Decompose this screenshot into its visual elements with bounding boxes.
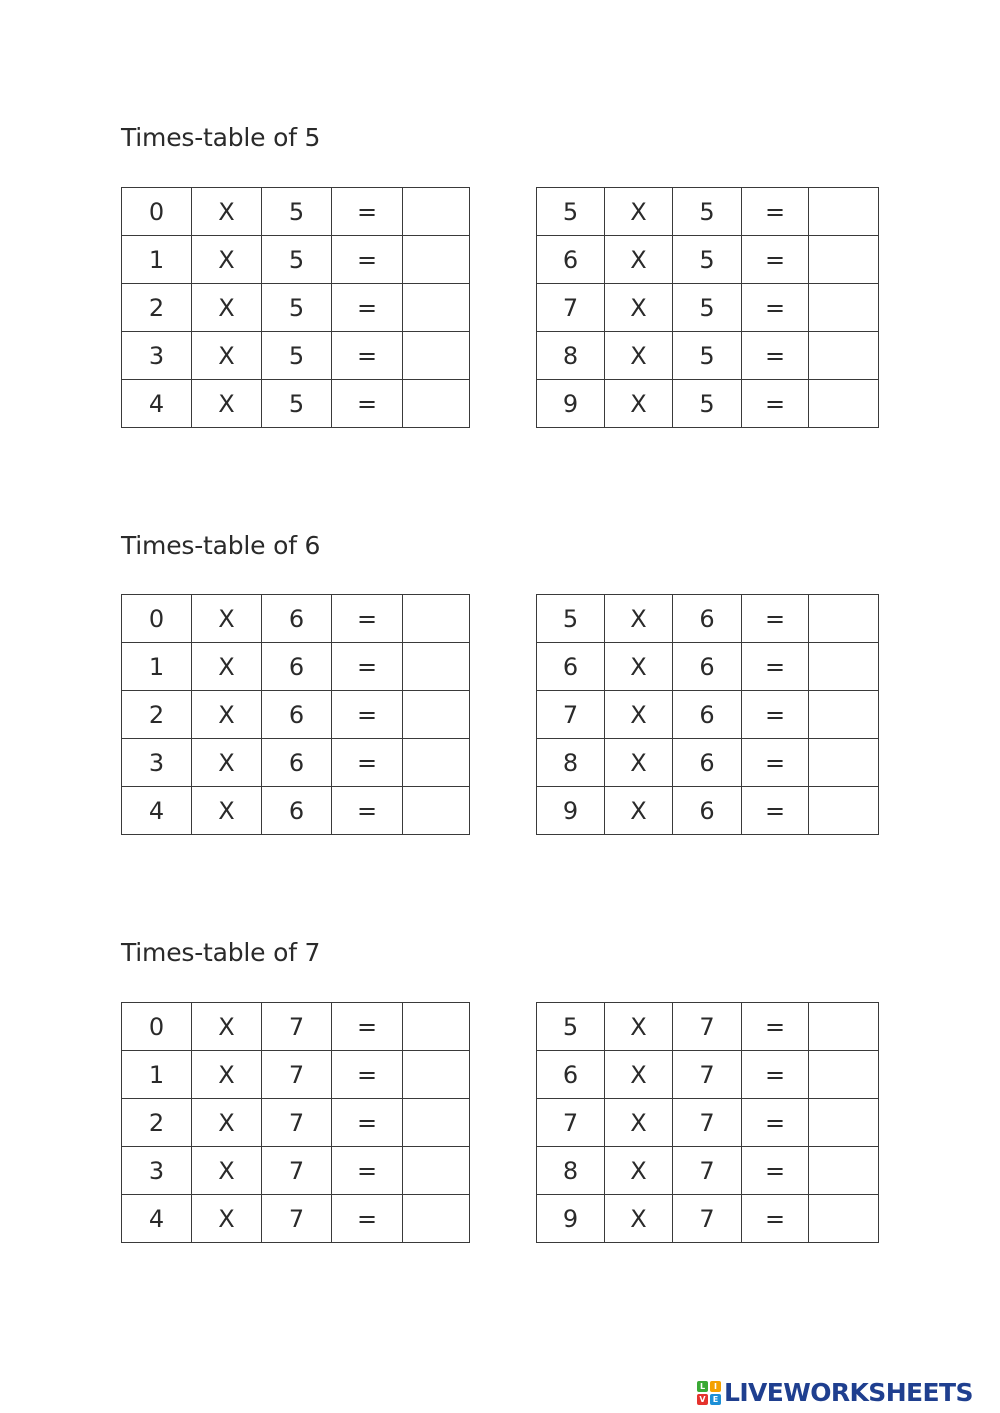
section-title: Times-table of 6 [121,531,321,560]
multiplicand-cell: 7 [673,1147,742,1195]
table-row [122,332,470,380]
equals-sign: = [742,1051,809,1099]
multiplicand-cell: 7 [262,1195,332,1243]
equals-sign: = [742,1099,809,1147]
times-sign: X [605,595,673,643]
answer-input[interactable] [403,1051,470,1099]
times-sign: X [605,1099,673,1147]
times-sign: X [192,236,262,284]
multiplicand-cell: 7 [262,1147,332,1195]
table-row [122,643,470,691]
equals-sign: = [332,1003,403,1051]
times-sign: X [192,595,262,643]
equals-sign: = [742,1147,809,1195]
times-sign: X [192,739,262,787]
table-row [537,332,879,380]
equals-sign: = [332,1147,403,1195]
multiplier-cell: 4 [122,787,192,835]
section-title: Times-table of 5 [121,123,321,152]
multiplier-cell: 7 [537,691,605,739]
equals-sign: = [742,284,809,332]
equals-sign: = [332,1099,403,1147]
answer-input[interactable] [809,787,879,835]
table-row [537,1051,879,1099]
answer-input[interactable] [809,1003,879,1051]
multiplier-cell: 1 [122,1051,192,1099]
table-row [122,1147,470,1195]
times-table-7-right [536,1002,879,1243]
multiplier-cell: 2 [122,1099,192,1147]
times-sign: X [192,1147,262,1195]
table-row [537,1147,879,1195]
multiplier-cell: 3 [122,332,192,380]
times-sign: X [192,787,262,835]
multiplier-cell: 6 [537,1051,605,1099]
table-row [122,380,470,428]
multiplicand-cell: 6 [673,739,742,787]
times-sign: X [605,1195,673,1243]
section-title: Times-table of 7 [121,938,321,967]
multiplicand-cell: 7 [262,1003,332,1051]
multiplier-cell: 7 [537,1099,605,1147]
multiplicand-cell: 6 [673,643,742,691]
multiplicand-cell: 5 [673,284,742,332]
multiplier-cell: 7 [537,284,605,332]
multiplicand-cell: 6 [262,787,332,835]
equals-sign: = [742,332,809,380]
multiplicand-cell: 6 [673,691,742,739]
times-table-7-left [121,1002,470,1243]
times-sign: X [605,643,673,691]
equals-sign: = [332,1051,403,1099]
equals-sign: = [742,595,809,643]
equals-sign: = [742,1003,809,1051]
multiplier-cell: 5 [537,595,605,643]
table-row [537,188,879,236]
multiplicand-cell: 5 [673,380,742,428]
times-sign: X [605,1003,673,1051]
table-row [122,1099,470,1147]
liveworksheets-logo[interactable] [697,1378,973,1408]
multiplier-cell: 5 [537,1003,605,1051]
multiplicand-cell: 7 [673,1099,742,1147]
multiplier-cell: 8 [537,1147,605,1195]
multiplier-cell: 9 [537,787,605,835]
answer-input[interactable] [809,643,879,691]
logo-blocks-icon [697,1381,721,1405]
times-table-6-right [536,594,879,835]
table-row [122,595,470,643]
multiplier-cell: 1 [122,236,192,284]
equals-sign: = [742,1195,809,1243]
multiplicand-cell: 5 [262,236,332,284]
multiplier-cell: 1 [122,643,192,691]
times-sign: X [605,787,673,835]
multiplier-cell: 0 [122,1003,192,1051]
multiplicand-cell: 7 [262,1051,332,1099]
multiplier-cell: 9 [537,380,605,428]
times-sign: X [192,188,262,236]
multiplier-cell: 5 [537,188,605,236]
table-row [122,739,470,787]
multiplicand-cell: 5 [673,332,742,380]
equals-sign: = [332,188,403,236]
equals-sign: = [332,595,403,643]
times-sign: X [192,691,262,739]
answer-input[interactable] [809,188,879,236]
table-row [537,643,879,691]
equals-sign: = [332,739,403,787]
table-row [537,1099,879,1147]
multiplier-cell: 6 [537,236,605,284]
multiplicand-cell: 6 [262,643,332,691]
table-row [122,787,470,835]
logo-block: L [697,1381,708,1392]
table-row [537,380,879,428]
answer-input[interactable] [809,1099,879,1147]
equals-sign: = [742,236,809,284]
equals-sign: = [332,380,403,428]
times-sign: X [192,1195,262,1243]
times-sign: X [192,1003,262,1051]
answer-input[interactable] [403,188,470,236]
answer-input[interactable] [809,380,879,428]
times-table-6-left [121,594,470,835]
equals-sign: = [742,739,809,787]
brand-name: LIVEWORKSHEETS [724,1378,973,1407]
multiplicand-cell: 6 [673,595,742,643]
table-row [122,236,470,284]
equals-sign: = [742,380,809,428]
table-row [537,787,879,835]
table-row [537,284,879,332]
equals-sign: = [332,691,403,739]
logo-block: V [697,1394,708,1405]
table-row [122,284,470,332]
multiplier-cell: 3 [122,1147,192,1195]
multiplier-cell: 8 [537,739,605,787]
equals-sign: = [332,236,403,284]
answer-input[interactable] [809,332,879,380]
times-sign: X [605,1147,673,1195]
table-row [537,1003,879,1051]
times-sign: X [605,380,673,428]
table-row [122,1003,470,1051]
times-sign: X [605,691,673,739]
table-row [122,691,470,739]
times-sign: X [192,380,262,428]
equals-sign: = [332,332,403,380]
equals-sign: = [742,691,809,739]
table-row [537,691,879,739]
multiplicand-cell: 6 [262,595,332,643]
times-sign: X [605,284,673,332]
multiplier-cell: 0 [122,188,192,236]
answer-input[interactable] [403,1003,470,1051]
table-row [537,236,879,284]
logo-block: I [710,1381,721,1392]
equals-sign: = [742,787,809,835]
equals-sign: = [332,284,403,332]
equals-sign: = [742,188,809,236]
times-sign: X [192,284,262,332]
logo-block: E [710,1394,721,1405]
multiplier-cell: 0 [122,595,192,643]
multiplicand-cell: 5 [262,188,332,236]
table-row [537,595,879,643]
times-sign: X [192,1099,262,1147]
multiplicand-cell: 6 [262,691,332,739]
multiplicand-cell: 7 [673,1051,742,1099]
answer-input[interactable] [809,284,879,332]
equals-sign: = [332,1195,403,1243]
multiplicand-cell: 6 [673,787,742,835]
answer-input[interactable] [809,1051,879,1099]
answer-input[interactable] [403,1099,470,1147]
times-sign: X [605,739,673,787]
answer-input[interactable] [403,236,470,284]
answer-input[interactable] [403,1195,470,1243]
multiplier-cell: 9 [537,1195,605,1243]
answer-input[interactable] [403,1147,470,1195]
multiplicand-cell: 5 [262,284,332,332]
multiplier-cell: 4 [122,380,192,428]
times-sign: X [605,188,673,236]
answer-input[interactable] [809,739,879,787]
answer-input[interactable] [403,332,470,380]
equals-sign: = [742,643,809,691]
answer-input[interactable] [403,284,470,332]
answer-input[interactable] [403,380,470,428]
times-table-5-right [536,187,879,428]
answer-input[interactable] [403,643,470,691]
multiplicand-cell: 5 [673,188,742,236]
times-sign: X [192,643,262,691]
times-sign: X [192,332,262,380]
multiplicand-cell: 5 [262,332,332,380]
answer-input[interactable] [809,691,879,739]
multiplicand-cell: 5 [262,380,332,428]
multiplicand-cell: 7 [673,1003,742,1051]
equals-sign: = [332,643,403,691]
multiplier-cell: 3 [122,739,192,787]
multiplier-cell: 2 [122,691,192,739]
times-sign: X [605,332,673,380]
times-sign: X [605,1051,673,1099]
answer-input[interactable] [403,787,470,835]
multiplicand-cell: 5 [673,236,742,284]
times-sign: X [192,1051,262,1099]
answer-input[interactable] [403,739,470,787]
answer-input[interactable] [809,1195,879,1243]
multiplicand-cell: 7 [262,1099,332,1147]
equals-sign: = [332,787,403,835]
table-row [537,1195,879,1243]
answer-input[interactable] [809,236,879,284]
answer-input[interactable] [403,691,470,739]
table-row [122,1195,470,1243]
multiplier-cell: 4 [122,1195,192,1243]
table-row [122,188,470,236]
answer-input[interactable] [403,595,470,643]
multiplier-cell: 2 [122,284,192,332]
times-sign: X [605,236,673,284]
multiplicand-cell: 6 [262,739,332,787]
multiplier-cell: 8 [537,332,605,380]
answer-input[interactable] [809,1147,879,1195]
multiplier-cell: 6 [537,643,605,691]
times-table-5-left [121,187,470,428]
table-row [537,739,879,787]
table-row [122,1051,470,1099]
answer-input[interactable] [809,595,879,643]
multiplicand-cell: 7 [673,1195,742,1243]
